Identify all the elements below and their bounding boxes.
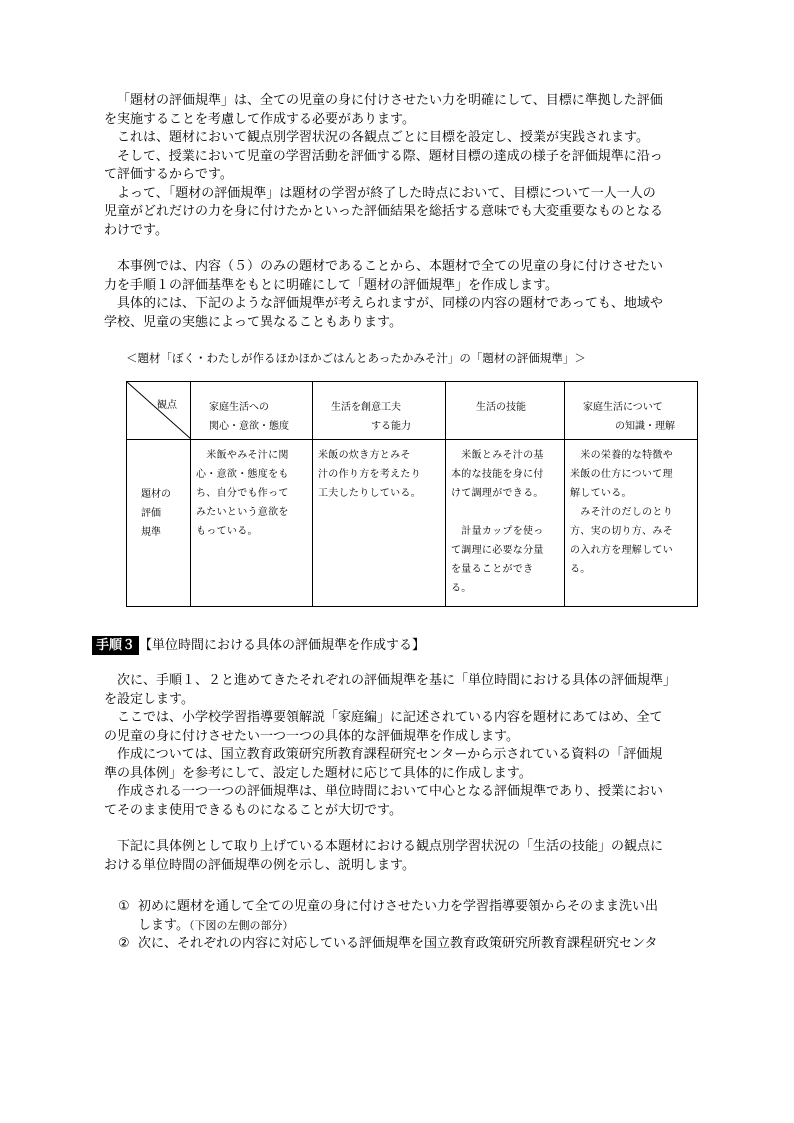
cell-line: 汁の作り方を考えたり bbox=[318, 469, 421, 480]
cell-line: 米飯とみそ汁の基 bbox=[451, 450, 544, 461]
header-cell bbox=[565, 382, 698, 440]
cell-line: を量ることができ bbox=[451, 564, 534, 575]
text-line: 力を手順１の評価基準をもとに明確にして「題材の評価規準」を作成します。 bbox=[104, 277, 558, 293]
text-line: おける単位時間の評価規準の例を示し、説明します。 bbox=[104, 857, 415, 873]
text-line: 作成される一つ一つの評価規準は、単位時間において中心となる評価規準であり、授業におい bbox=[117, 784, 664, 799]
list-item-continuation bbox=[118, 917, 714, 936]
list-text: 次に、それぞれの内容に対応している評価規準を国立教育政策研究所教育課程研究センタ bbox=[138, 936, 658, 951]
text-line: これは、題材において観点別学習状況の各観点ごとに目標を設定し、授業が実践されます。 bbox=[117, 130, 649, 145]
cell-line: 米飯やみそ汁に関 bbox=[196, 450, 289, 461]
cell-line: 本的な技能を身に付 bbox=[451, 469, 544, 480]
numbered-list bbox=[118, 898, 714, 954]
cell-line: ち、自分でも作って bbox=[196, 488, 289, 499]
header-cell bbox=[191, 382, 313, 440]
header-line: する能力 bbox=[371, 421, 411, 432]
list-note: （下図の左側の部分） bbox=[188, 918, 294, 932]
text-line: 「題材の評価規準」は、全ての児童の身に付けさせたい力を明確にして、目標に準拠した評価 bbox=[117, 93, 663, 108]
cell-line bbox=[451, 503, 560, 522]
text-line: 次に、手順１、２と進めてきたそれぞれの評価規準を基に「単位時間における具体の評価規準」 bbox=[117, 673, 677, 688]
text-line: よって、「題材の評価規準」は題材の学習が終了した時点において、目標について一人一人の bbox=[117, 185, 656, 201]
text-line: の児童の身に付けさせたい一つ一つの具体的な評価規準を作成します。 bbox=[104, 728, 519, 744]
step-paragraph-1 bbox=[104, 672, 714, 709]
text-line: 作成については、国立教育政策研究所教育課程研究センターから示されている資料の「評価規 bbox=[117, 747, 663, 762]
list-text: します。 bbox=[138, 917, 189, 933]
cell-line: る。 bbox=[451, 583, 472, 594]
header-line: 生活の技能 bbox=[476, 402, 526, 413]
example-paragraph-1 bbox=[104, 258, 714, 295]
cell-line: の入れ方を理解してい bbox=[570, 545, 673, 556]
cell-line: 米飯の炊き方とみそ bbox=[318, 450, 411, 461]
step-body-section bbox=[104, 672, 714, 875]
table-caption: ＜題材「ぼく・わたしが作るほかほかごはんとあったかみそ汁」の「題材の評価規準」＞ bbox=[126, 351, 586, 365]
step-title: 【単位時間における具体の評価規準を作成する】 bbox=[139, 638, 426, 653]
intro-paragraph-3 bbox=[104, 148, 714, 185]
text-line: わけです。 bbox=[104, 222, 168, 238]
rubric-cell-skills bbox=[446, 440, 565, 607]
text-line: 学校、児童の実態によって異なることもあります。 bbox=[104, 314, 402, 330]
step-badge: 手順３ bbox=[92, 636, 139, 655]
cell-line: る。 bbox=[570, 564, 591, 575]
list-number: ② bbox=[118, 936, 130, 951]
cell-line: けて調理ができる。 bbox=[451, 488, 544, 499]
text-line: そして、授業において児童の学習活動を評価する際、題材目標の達成の様子を評価規準に沿っ bbox=[117, 148, 663, 164]
header-cell bbox=[313, 382, 446, 440]
text-line: てそのまま使用できるものになることが大切です。 bbox=[104, 802, 402, 818]
evaluation-rubric-table bbox=[126, 381, 698, 607]
text-line: て評価するからです。 bbox=[104, 167, 233, 182]
text-line: 本事例では、内容（５）のみの題材であることから、本題材で全ての児童の身に付けさせたい bbox=[117, 259, 664, 274]
example-paragraph-2 bbox=[104, 295, 714, 332]
step-paragraph-2 bbox=[104, 709, 714, 746]
text-line: を実施することを考慮して作成する必要があります。 bbox=[104, 111, 415, 127]
cell-line: もっている。 bbox=[196, 526, 258, 537]
row-label-line: 題材の bbox=[141, 489, 171, 500]
text-line: 具体的には、下記のような評価規準が考えられますが、同様の内容の題材であっても、地域や bbox=[117, 296, 663, 311]
intro-paragraph-1 bbox=[104, 92, 714, 129]
table-header-row bbox=[127, 382, 698, 440]
step-paragraph-4 bbox=[104, 783, 714, 820]
header-line: 家庭生活について bbox=[583, 402, 663, 413]
step-paragraph-3 bbox=[104, 746, 714, 783]
text-line: 準の具体例」を参考にして、設定した題材に応じて具体的に作成します。 bbox=[104, 765, 532, 781]
corner-header-cell bbox=[127, 382, 191, 440]
cell-line: 方、実の切り方、みそ bbox=[570, 526, 673, 537]
header-line: 関心・意欲・態度 bbox=[209, 421, 289, 432]
step-paragraph-5 bbox=[104, 838, 714, 875]
corner-label: 観点 bbox=[157, 400, 177, 411]
text-line: を設定します。 bbox=[104, 691, 194, 707]
header-line: の知識・理解 bbox=[615, 421, 675, 432]
rubric-cell-interest bbox=[191, 440, 313, 607]
table-body-row bbox=[127, 440, 698, 607]
rubric-cell-creativity bbox=[313, 440, 446, 607]
row-label-cell bbox=[127, 440, 191, 607]
header-cell bbox=[446, 382, 565, 440]
header-line: 家庭生活への bbox=[209, 402, 269, 413]
text-line: 下記に具体例として取り上げている本題材における観点別学習状況の「生活の技能」の観点に bbox=[117, 839, 664, 854]
intro-paragraph-2 bbox=[104, 129, 714, 148]
intro-paragraph-4 bbox=[104, 185, 714, 241]
cell-line: 計量カップを使っ bbox=[451, 526, 544, 537]
cell-line: みそ汁のだしのとり bbox=[570, 507, 673, 518]
rubric-cell-knowledge bbox=[565, 440, 698, 607]
cell-line: 米飯の仕方について理 bbox=[570, 469, 673, 480]
list-number: ① bbox=[118, 899, 130, 914]
cell-line: 解している。 bbox=[570, 488, 632, 499]
cell-line: みたいという意欲を bbox=[196, 507, 289, 518]
list-text: 初めに題材を通して全ての児童の身に付けさせたい力を学習指導要領からそのまま洗い出 bbox=[138, 899, 659, 914]
intro-section bbox=[104, 92, 714, 372]
row-label-line: 規準 bbox=[141, 527, 161, 538]
list-item bbox=[118, 935, 714, 954]
text-line: ここでは、小学校学習指導要領解説「家庭編」に記述されている内容を題材にあてはめ、全て bbox=[117, 710, 663, 725]
header-line: 生活を創意工夫 bbox=[331, 402, 401, 413]
step-heading bbox=[92, 634, 425, 653]
cell-line: 米の栄養的な特徴や bbox=[570, 450, 673, 461]
cell-line: 心・意欲・態度をも bbox=[196, 469, 289, 480]
list-item bbox=[118, 898, 714, 917]
text-line: 児童がどれだけの力を身に付けたかといった評価結果を総括する意味でも大変重要なものとなる bbox=[104, 204, 664, 219]
cell-line: 工夫したりしている。 bbox=[318, 488, 421, 499]
cell-line: て調理に必要な分量 bbox=[451, 545, 544, 556]
row-label-line: 評価 bbox=[141, 508, 161, 519]
